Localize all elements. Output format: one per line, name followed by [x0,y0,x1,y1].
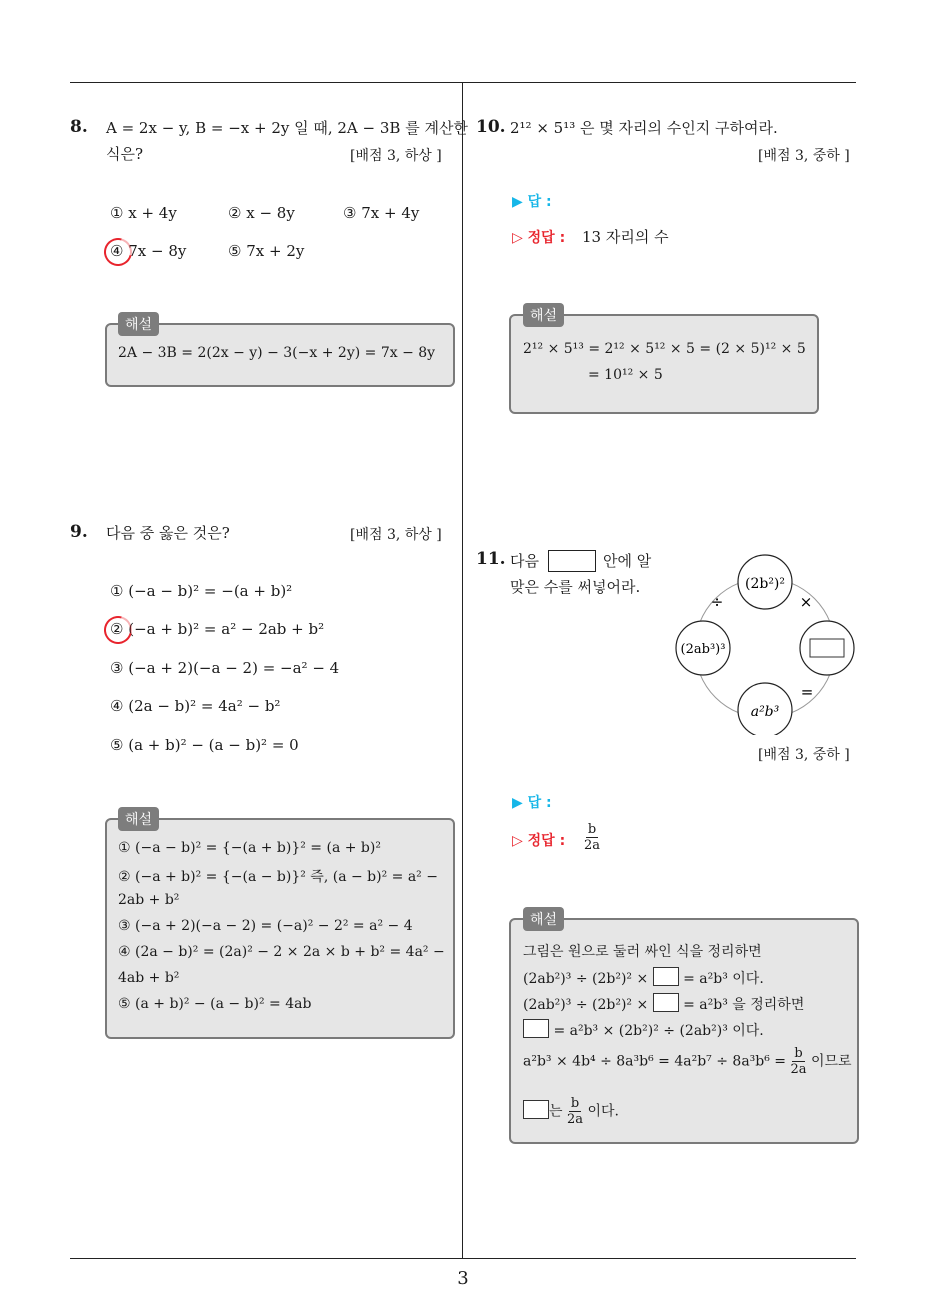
q10-explanation-line-1: 2¹² × 5¹³ = 2¹² × 5¹² × 5 = (2 × 5)¹² × 5 [523,341,806,357]
q11-exp-line-6 [523,1096,619,1127]
q11-diagram-bottom: a²b³ [750,704,780,720]
q11-exp-line-5b: 이므로 [810,1053,852,1070]
q9-explanation-line-4: ③ (−a + 2)(−a − 2) = (−a)² − 2² = a² − 4 [118,918,413,934]
q11-text-line2: 맞은 수를 써넣어라. [510,578,641,596]
q11-exp-line-1: 그림은 원으로 둘러 싸인 식을 정리하면 [523,944,762,960]
page-number: 3 [457,1268,469,1289]
q8-meta: [배점 3, 하상 ] [350,148,442,164]
q9-explanation-line-3: 2ab + b² [118,892,180,908]
q8-choice-2[interactable]: ② x − 8y [228,204,295,222]
q11-answer-label: ▶ 답 : [512,795,552,811]
q9-answer-circle-mark [99,611,137,649]
q9-explanation-line-1: ① (−a − b)² = {−(a + b)}² = (a + b)² [118,840,381,856]
q8-choice-4[interactable]: ④ 7x − 8y [110,242,187,260]
q10-explanation-tag: 해설 [523,303,564,327]
q11-exp-line-3 [523,993,804,1014]
q8-text-line1: A = 2x − y, B = −x + 2y 일 때, 2A − 3B 를 계산한 [106,119,468,137]
q9-choice-2[interactable]: ② (−a + b)² = a² − 2ab + b² [110,620,325,638]
q10-explanation-box [509,314,819,414]
q11-explanation-tag: 해설 [523,907,564,931]
q8-answer-circle-mark [99,233,137,271]
q8-number: 8. [70,117,88,137]
q9-explanation-tag: 해설 [118,807,159,831]
q10-answer-label: ▶ 답 : [512,194,552,210]
q10-text: 2¹² × 5¹³ 은 몇 자리의 수인지 구하여라. [510,119,778,137]
q11-exp-line-3a: (2ab²)³ ÷ (2b²)² × [523,997,649,1013]
q8-explanation-text: 2A − 3B = 2(2x − y) − 3(−x + 2y) = 7x − 8y [118,345,436,361]
q11-correct-fraction [584,822,600,853]
top-rule [70,82,856,83]
q11-exp-blank-1 [653,967,679,986]
q11-correct-label: ▷ 정답 : [512,833,566,849]
q9-choice-3[interactable]: ③ (−a + 2)(−a − 2) = −a² − 4 [110,659,340,677]
q11-blank-box [548,550,596,572]
q8-choice-3[interactable]: ③ 7x + 4y [343,204,420,222]
q11-op-divide: ÷ [710,593,724,611]
q11-circle-diagram [670,550,860,735]
q10-correct-label: ▷ 정답 : [512,230,566,246]
q10-correct-value: 13 자리의 수 [582,228,669,246]
q9-explanation-line-2: ② (−a + b)² = {−(a − b)}² 즉, (a − b)² = a² − [118,869,438,885]
q8-choice-1[interactable]: ① x + 4y [110,204,177,222]
q11-diagram-left: (2ab³)³ [680,642,726,657]
q10-meta: [배점 3, 중하 ] [758,148,850,164]
q8-choice-5[interactable]: ⑤ 7x + 2y [228,242,305,260]
q11-exp-line-4-text: = a²b³ × (2b²)² ÷ (2ab²)³ 이다. [553,1023,764,1039]
q9-number: 9. [70,522,88,542]
q11-exp-frac1-den: 2a [790,1062,807,1077]
q9-choice-4[interactable]: ④ (2a − b)² = 4a² − b² [110,697,281,715]
q11-exp-line-3b: = a²b³ 을 정리하면 [683,997,805,1013]
q8-text-line2: 식은? [106,145,144,163]
bottom-rule [70,1258,856,1259]
q11-number: 11. [476,549,506,569]
column-divider [462,83,463,1259]
q9-explanation-line-5: ④ (2a − b)² = (2a)² − 2 × 2a × b + b² = 4a² − [118,944,445,960]
q11-exp-line-6b: 이다. [587,1103,619,1120]
q11-exp-line-2b: = a²b³ 이다. [683,971,764,987]
q9-choice-1[interactable]: ① (−a − b)² = −(a + b)² [110,582,293,600]
q11-correct-numerator: b [587,822,597,837]
q11-exp-line-5a: a²b³ × 4b⁴ ÷ 8a³b⁶ = 4a²b⁷ ÷ 8a³b⁶ = [523,1053,787,1070]
q11-op-multiply: × [799,593,813,611]
q11-text-part1: 다음 [510,552,539,570]
q11-exp-line-2a: (2ab²)³ ÷ (2b²)² × [523,971,649,987]
q11-meta: [배점 3, 중하 ] [758,747,850,763]
q11-text-part2: 안에 알 [603,552,652,570]
q11-exp-blank-2 [653,993,679,1012]
q10-explanation-line-2: = 10¹² × 5 [588,367,663,383]
q9-explanation-line-7: ⑤ (a + b)² − (a − b)² = 4ab [118,996,312,1012]
q11-correct-denominator: 2a [584,838,601,853]
q11-op-equals: = [800,683,814,701]
q8-explanation-tag: 해설 [118,312,159,336]
q9-meta: [배점 3, 하상 ] [350,527,442,543]
q9-text: 다음 중 옳은 것은? [106,524,230,542]
q11-exp-frac2-num: b [570,1096,580,1111]
q11-diagram-top: (2b²)² [744,576,786,592]
q11-exp-frac1-num: b [794,1046,803,1061]
q11-exp-line-5 [523,1046,852,1077]
q10-number: 10. [476,117,506,137]
q11-exp-blank-3 [523,1019,549,1038]
q9-explanation-line-6: 4ab + b² [118,970,180,986]
q11-exp-line-6a: 는 [549,1103,563,1120]
q11-exp-blank-4 [523,1100,549,1119]
q11-exp-frac2-den: 2a [566,1112,584,1127]
q11-exp-line-4 [523,1019,764,1040]
q11-exp-line-2 [523,967,764,988]
q9-choice-5[interactable]: ⑤ (a + b)² − (a − b)² = 0 [110,736,299,754]
